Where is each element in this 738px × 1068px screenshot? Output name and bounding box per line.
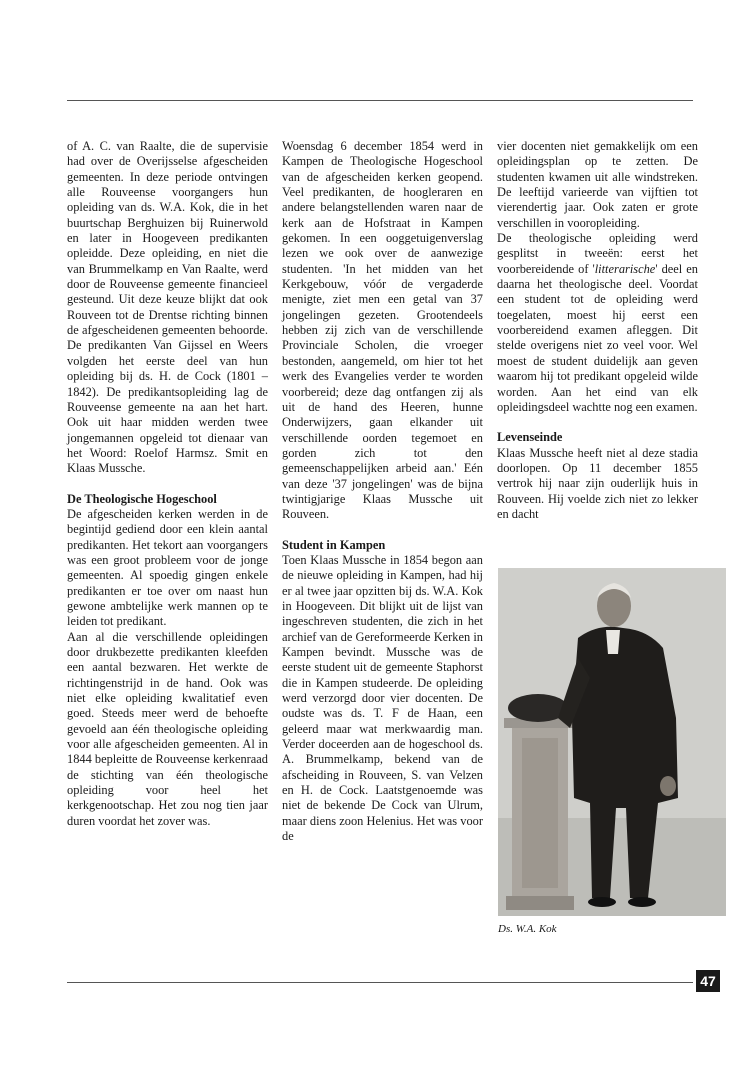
paragraph: Woensdag 6 december 1854 werd in Kampen de Theologische Hogeschool van de afgescheiden kerken geopend. Veel predikanten, de hoogleraren en andere belangstellenden waren naar de kerk aan de Hofstraat in Kampen gekomen. In een ooggetuigenverslag lezen we ook over de aanwezige studenten. 'In het midden van het Kerkgebouw, vóór de vergaderde menigte, ziet men een getal van 37 jongelingen gezeten. Grootendeels hebben zij zich van de verschillende Provinciale Scholen, die vroeger bestonden, aangemeld, om hier tot het werk des Evangelies verder te worden voorbereid; deze dag ontfangen zij als uit de hand des Heeren, hunne Onderwijzers, gaan elkander uit verschillende oorden tegemoet en gorden zich tot den gemeenschappelijken arbeid aan.' Eén van deze '37 jongelingen' was de bijna twintigjarige Klaas Mussche uit Rouveen. (282, 139, 483, 522)
paragraph: of A. C. van Raalte, die de supervisie had over de Overijsselse afgescheiden gemeenten. In deze periode ontvingen alle Rouveense voorgangers hun opleiding van ds. W.A. Kok, die in het buurtschap Berghuizen bij Ruinerwold en later in Hoogeveen predikanten opleidde. Deze opleiding, en niet die van Brummelkamp en Van Raalte, werd door de Rouveense gemeente financieel gesteund. Uit deze keuze blijkt dat ook Rouveen tot de Drentse richting binnen de afgescheidenen gemeenten behoorde. De predikanten Van Gijssel en Weers volgden het eerste deel van hun opleiding bij ds. H. de Cock (1801 – 1842). De predikantsopleiding lag de Rouveense gemeente na aan het hart. Ook uit haar midden werden twee jongemannen opgeleid tot dienaar van het Woord: Roelof Harmsz. Smit en Klaas Mussche. (67, 139, 268, 476)
figure-caption: Ds. W.A. Kok (498, 923, 557, 935)
top-rule (67, 100, 693, 101)
right-shoe (628, 897, 656, 907)
text-span: ' deel en daarna het theologische deel. Voordat een student tot de opleiding werd toegelaten, moest hij eerst een voorbereidend examen afleggen. Dit stelde overigens niet zo veel voor. Wel moest de student duidelijk aan geven waarom hij tot predikant opgeleid wilde worden. Aan het eind van elk opleidingsdeel wachtte nog een examen. (497, 261, 698, 414)
collar (606, 630, 620, 654)
page-number: 47 (696, 970, 720, 992)
paragraph: Aan al die verschillende opleidingen door drukbezette predikanten kleefden een aantal bezwaren. Het werkte de richtingenstrijd in de hand. Ook was niet elke opleiding kwalitatief even goed. Steeds meer werd de behoefte gevoeld aan één theologische opleiding voor alle afgescheiden gemeenten. Al in 1844 bepleitte de Rouveense kerkenraad de stichting van één theologische opleiding voor heel het kerkgenootschap. Het zou nog tien jaar duren voordat het zover was. (67, 629, 268, 828)
section-heading: De Theologische Hogeschool (67, 491, 217, 506)
paragraph: De afgescheiden kerken werden in de begintijd gediend door een klein aantal predikanten. Het tekort aan voorgangers was een groot probleem voor de jonge gemeenten. Al spoedig gingen enkele predikanten er toe over om naast hun gewone ambtelijke werk mannen op te leiden tot predikant. (67, 506, 268, 629)
section-heading: Student in Kampen (282, 537, 386, 552)
figure-hand (660, 776, 676, 796)
column-1 (67, 139, 268, 829)
text-span: De theologische opleiding werd gesplitst in tweeën: eerst het voorbereidende of ' (497, 231, 698, 276)
pedestal-panel (522, 738, 558, 888)
paragraph: Klaas Mussche heeft niet al deze stadia doorlopen. Op 11 december 1855 vertrok hij naar zijn ouderlijk huis in Rouveen. Hij voelde zich niet zo lekker en dacht (497, 445, 698, 521)
left-shoe (588, 897, 616, 907)
column-3 (497, 139, 698, 522)
paragraph: Toen Klaas Mussche in 1854 begon aan de nieuwe opleiding in Kampen, had hij er al twee jaar opzitten bij ds. W.A. Kok in Hoogeveen. Dit blijkt uit de lijst van ingeschreven studenten, die zich in het archief van de Gereformeerde Kerken in Kampen bevindt. Mussche was de eerste student uit de gemeente Staphorst die in Kampen studeerde. De opleiding werd verzorgd door vier docenten. De oudste was ds. T. F de Haan, een geleerd maar wat merkwaardig man. Verder doceerden aan de hogeschool ds. A. Brummelkamp, bekend van de afscheiding in Rouveen, S. van Velzen en H. de Cock. Laatstgenoemde was niet de bekende De Cock van Ulrum, maar diens zoon Helenius. Het was voor de (282, 552, 483, 844)
portrait-photo (498, 568, 726, 916)
paragraph: vier docenten niet gemakkelijk om een opleidingsplan op te zetten. De studenten kwamen uit alle windstreken. De leeftijd varieerde van vijftien tot vierendertig jaar. Ook zaten er grote verschillen in vooropleiding. (497, 139, 698, 230)
pedestal-base (506, 896, 574, 910)
portrait-illustration (498, 568, 726, 916)
paragraph (497, 231, 698, 415)
column-2 (282, 139, 483, 844)
section-heading: Levenseinde (497, 430, 563, 445)
italic-term: litterarische (594, 261, 656, 276)
bottom-rule (67, 982, 693, 983)
